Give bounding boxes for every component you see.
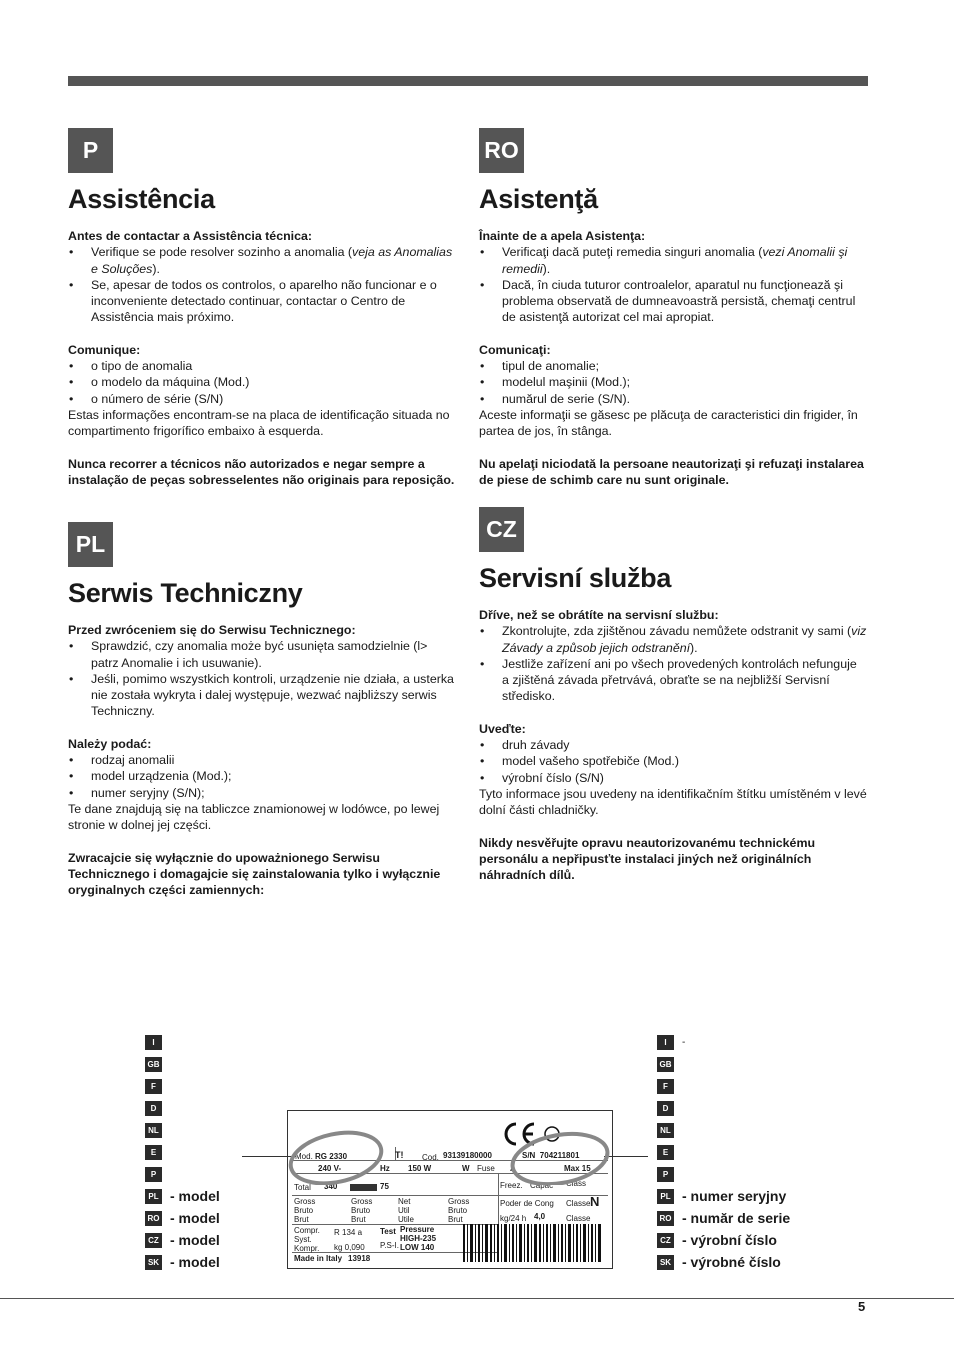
code-row: P	[145, 1163, 445, 1185]
comm-note: Tyto informace jsou uvedeny na identifikačním štítku umístěném v levé dolní části chladničky.	[479, 786, 867, 818]
code-row: E	[145, 1141, 445, 1163]
comm-title: Comunicaţi:	[479, 342, 551, 357]
code-row: GB	[145, 1053, 445, 1075]
code-row: F	[657, 1075, 954, 1097]
list-item: • Dacă, în ciuda tuturor controalelor, aparatul nu funcţionează şi problema observată de dumneavoastră persistă, chemaţi centrul de asistenţă autorizat cel mai apropiat.	[479, 277, 867, 326]
lead-text: Przed zwróceniem się do Serwisu Technicznego:	[68, 623, 356, 637]
comm-list	[68, 358, 456, 407]
code-row: GB	[657, 1053, 954, 1075]
language-badge: PL	[68, 522, 113, 567]
list-item: • Zkontrolujte, zda zjištěnou závadu nemůžete odstranit vy sami (viz Závady a způsob jejich odstranění).	[479, 623, 867, 656]
comm-list	[68, 752, 456, 801]
list-item: • tipul de anomalie;	[479, 358, 867, 374]
code-row: I -	[657, 1031, 954, 1053]
warning-text: Nu apelaţi niciodată la persoane neautorizaţi şi refuzaţi instalarea de piese de schimb care nu sunt originale.	[479, 456, 864, 487]
section-title: Assistência	[68, 184, 215, 214]
top-rule	[68, 76, 868, 86]
list-item: • numărul de serie (S/N).	[479, 391, 867, 407]
barcode-icon	[463, 1224, 603, 1262]
list-item: • Sprawdzić, czy anomalia może być usunięta samodzielnie (l> patrz Anomalie i ich usuwanie).	[68, 638, 456, 671]
comm-note: Estas informações encontram-se na placa de identificação situada no compartimento frigorífico embaixo à esquerda.	[68, 407, 450, 439]
code-row: PL - numer seryjny	[657, 1185, 954, 1207]
code-row: RO - număr de serie	[657, 1207, 954, 1229]
code-row: CZ - model	[145, 1229, 445, 1251]
comm-list	[479, 358, 867, 407]
list-item: • Verificaţi dacă puteţi remedia singuri anomalia (vezi Anomalii şi remedii).	[479, 244, 867, 277]
code-row: RO - model	[145, 1207, 445, 1229]
lead-text: Dříve, než se obrátíte na servisní službu:	[479, 608, 719, 622]
code-row: SK - model	[145, 1251, 445, 1273]
list-item: • druh závady	[479, 737, 867, 753]
lead-text: Antes de contactar a Assistência técnica:	[68, 229, 313, 243]
section-title: Asistenţă	[479, 184, 598, 214]
section-pt	[68, 128, 456, 488]
section-ro	[479, 128, 867, 488]
code-row: D	[145, 1097, 445, 1119]
comm-title: Comunique:	[68, 342, 141, 357]
list-item: • model vašeho spotřebiče (Mod.)	[479, 753, 867, 769]
code-row: F	[145, 1075, 445, 1097]
highlight-ellipses	[288, 1123, 612, 1185]
language-badge: CZ	[479, 507, 524, 552]
warning-text: Zwracajcie się wyłącznie do upoważnionego Serwisu Technicznego i domagajcie się zainstalowania tylko i wyłącznie oryginalnych części zamiennych:	[68, 850, 441, 898]
bullet-list	[479, 623, 867, 704]
list-item: • model urządzenia (Mod.);	[68, 768, 456, 784]
right-language-codes	[657, 1031, 954, 1273]
warning-text: Nunca recorrer a técnicos não autorizados e negar sempre a instalação de peças sobresselentes não originais para reposição.	[68, 456, 455, 487]
lead-text: Înainte de a apela Asistenţa:	[479, 229, 646, 243]
code-row: NL	[657, 1119, 954, 1141]
code-row: I	[145, 1031, 445, 1053]
bottom-rule	[0, 1298, 954, 1299]
comm-title: Uveďte:	[479, 721, 526, 736]
code-row: NL	[145, 1119, 445, 1141]
code-row: E	[657, 1141, 954, 1163]
list-item: • o modelo da máquina (Mod.)	[68, 374, 456, 390]
bullet-list	[68, 244, 456, 325]
list-item: • modelul maşinii (Mod.);	[479, 374, 867, 390]
warning-text: Nikdy nesvěřujte opravu neautorizovanému technickému personálu a nepřipusťte instalaci jiných než originálních náhradních dílů.	[479, 835, 816, 883]
star-rating-icon	[350, 1184, 377, 1191]
bullet-list	[479, 244, 867, 325]
comm-list	[479, 737, 867, 786]
code-row: P	[657, 1163, 954, 1185]
page-number: 5	[858, 1299, 866, 1314]
language-badge: P	[68, 128, 113, 173]
section-title: Servisní služba	[479, 563, 672, 593]
rating-plate: Mod. RG 2330 T! Cod. 93139180000 S/N 704211801 240 V- Hz 150 W W Fuse A Max 15 Total 340 75 Freez. Capac Class Gross Bruto Brut Gross Bruto Brut Net Util Utile Gross Bruto Brut Poder de Cong Classe N kg/24 h 4,0 Classe Compr. Syst. R 134 a Test Pressure HIGH-235 Kompr. kg 0,090 P.S-I. LOW 140 Made in Italy 13918	[287, 1110, 613, 1269]
code-row: D	[657, 1097, 954, 1119]
list-item: • výrobní číslo (S/N)	[479, 770, 867, 786]
list-item: • rodzaj anomalii	[68, 752, 456, 768]
section-pl	[68, 522, 456, 898]
list-item: • Se, apesar de todos os controlos, o aparelho não funcionar e o inconveniente detectado continuar, contactar o Centro de Assistência mais próximo.	[68, 277, 456, 326]
list-item: • Jestliže zařízení ani po všech provedených kontrolách nefunguje a zjištěná závada přetrvává, obraťte se na nejbližší Servisní středisko.	[479, 656, 867, 705]
code-row: PL - model	[145, 1185, 445, 1207]
list-item: • o número de série (S/N)	[68, 391, 456, 407]
comm-note: Te dane znajdują się na tabliczce znamionowej w lodówce, po lewej stronie w dolnej jej części.	[68, 801, 440, 833]
list-item: • Jeśli, pomimo wszystkich kontroli, urządzenie nie działa, a usterka nie została wykryta i dalej występuje, wezwać najbliższy serwis Techniczny.	[68, 671, 456, 720]
comm-note: Aceste informaţii se găsesc pe plăcuţa de caracteristici din frigider, în partea de jos, în stânga.	[479, 407, 858, 439]
list-item: • Verifique se pode resolver sozinho a anomalia (veja as Anomalias e Soluções).	[68, 244, 456, 277]
language-badge: RO	[479, 128, 524, 173]
section-title: Serwis Techniczny	[68, 578, 303, 608]
list-item: • o tipo de anomalia	[68, 358, 456, 374]
comm-title: Należy podać:	[68, 736, 152, 751]
code-row: SK - výrobné číslo	[657, 1251, 954, 1273]
bullet-list	[68, 638, 456, 719]
list-item: • numer seryjny (S/N);	[68, 785, 456, 801]
code-row: CZ - výrobní číslo	[657, 1229, 954, 1251]
section-cz	[479, 507, 867, 883]
